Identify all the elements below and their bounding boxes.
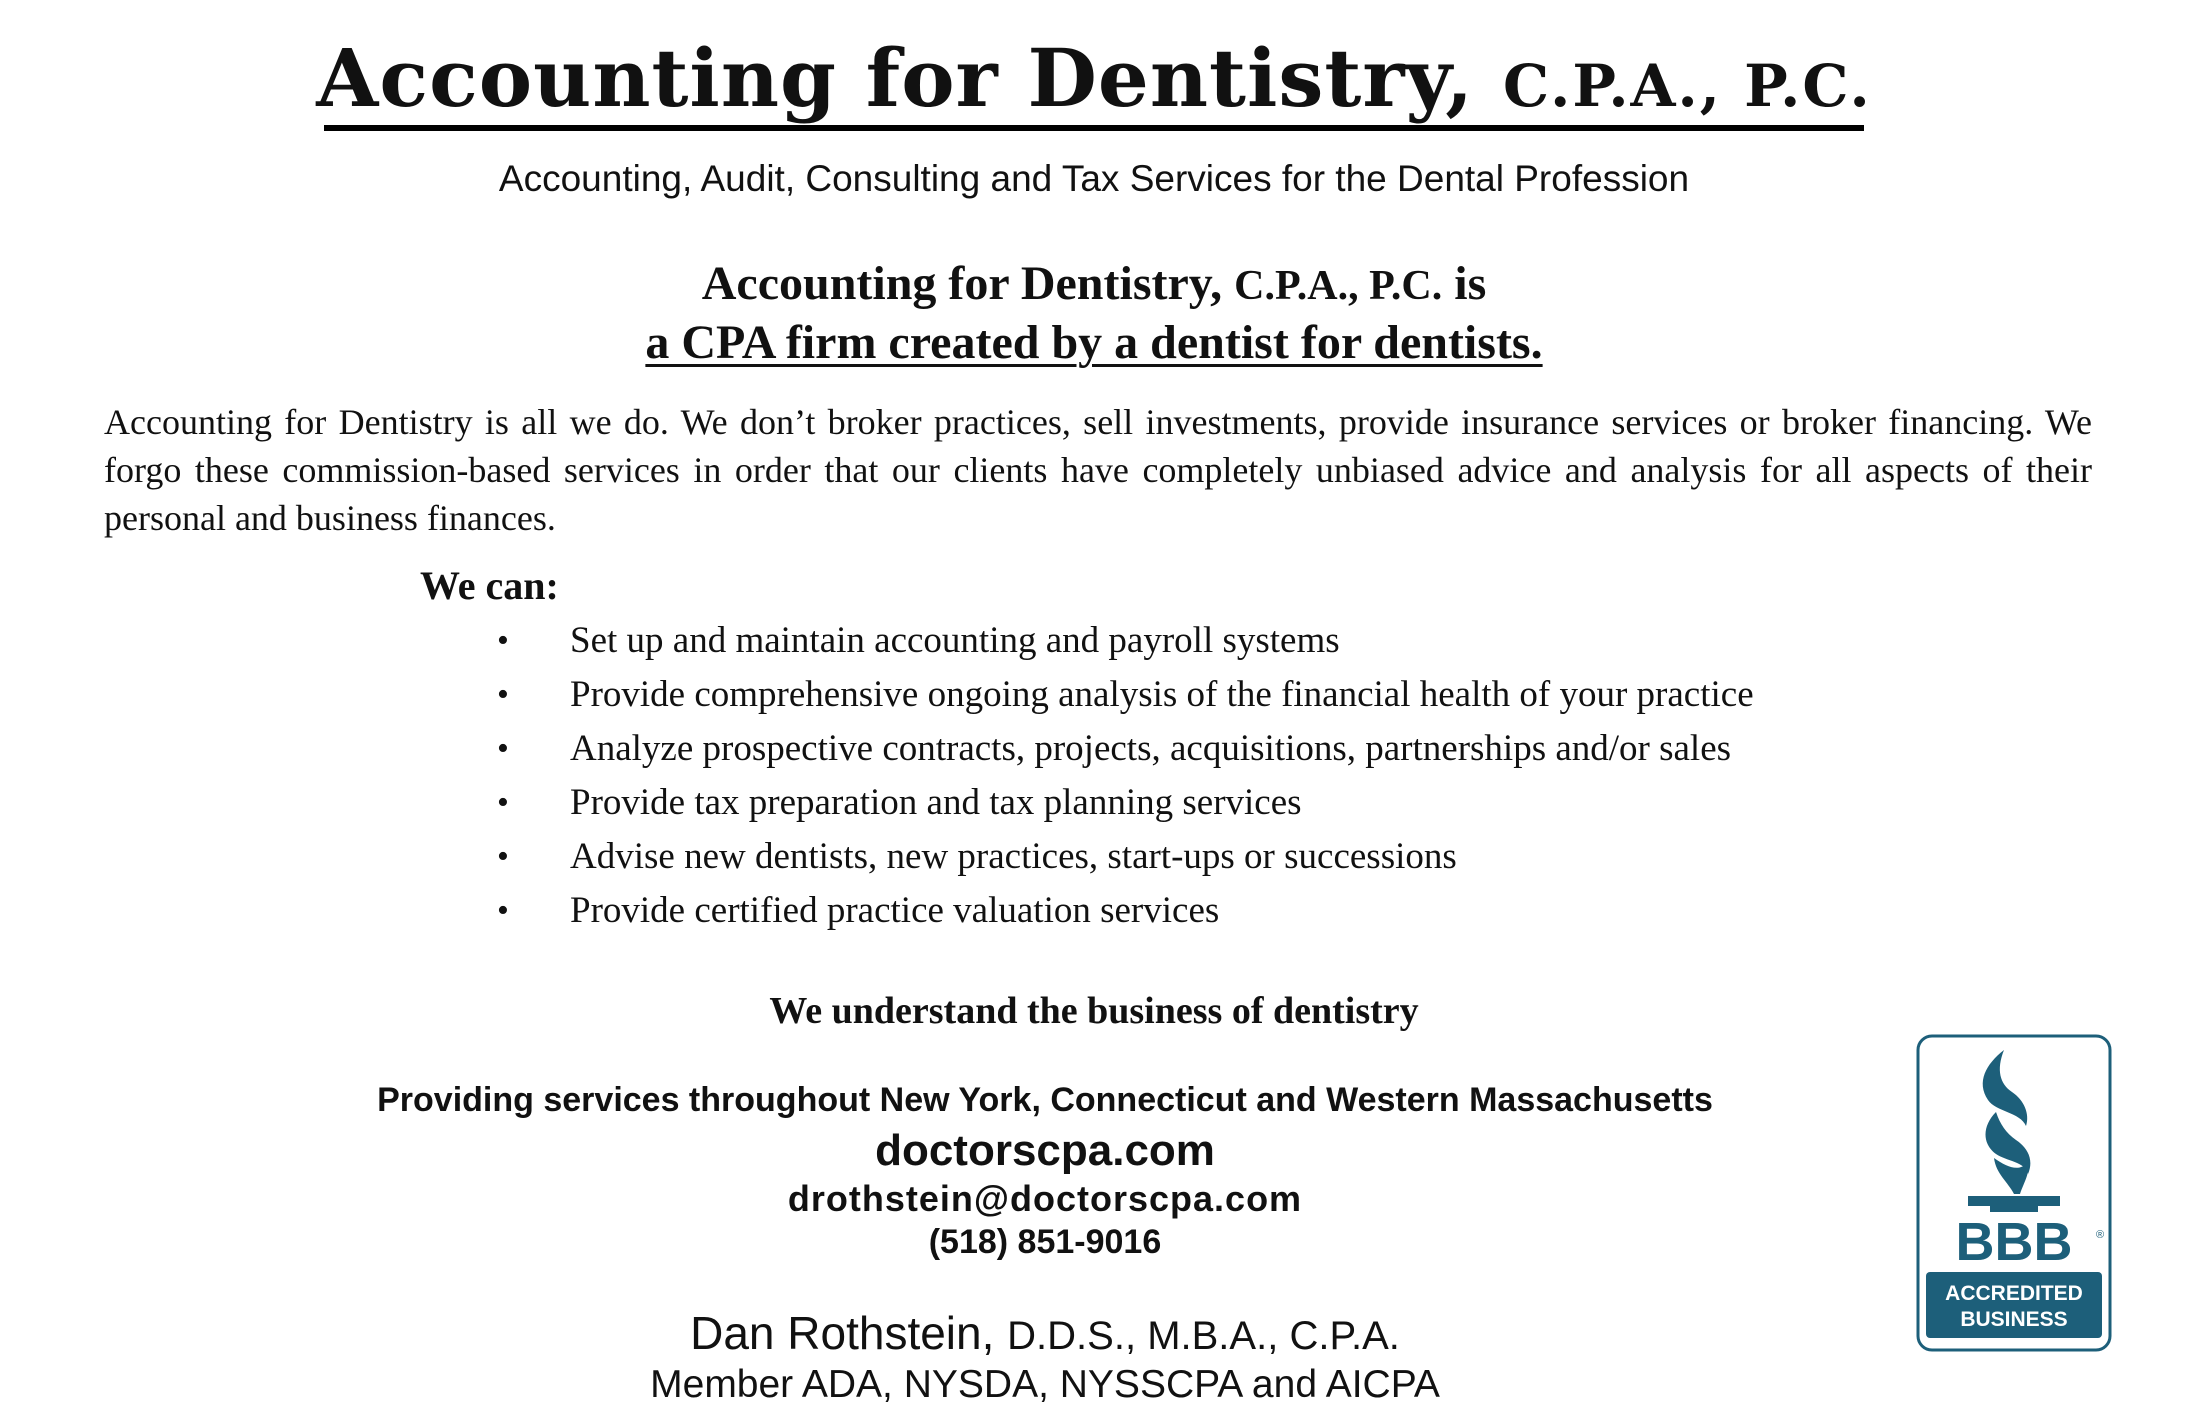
tagline: Accounting, Audit, Consulting and Tax Services for the Dental Profession [498,158,1690,199]
bullet: • [497,730,509,767]
service-item-text: Advise new dentists, new practices, start-ups or successions [570,836,1457,877]
service-item-text: Provide comprehensive ongoing analysis of the financial health of your practice [570,674,1754,715]
bbb-accredited-seal [1916,1034,2112,1352]
headline-line-1 [0,254,2188,316]
service-regions: Providing services throughout New York, Connecticut and Western Massachusetts [377,1081,1713,1119]
email-link[interactable]: drothstein@doctorscpa.com [787,1178,1303,1219]
bbb-letters: BBB [1955,1212,2073,1272]
service-item-text: Analyze prospective contracts, projects, acquisitions, partnerships and/or sales [570,728,1732,769]
bullet: • [497,622,509,659]
owner-name [0,1304,2090,1365]
service-item-text: Provide tax preparation and tax planning services [570,782,1302,823]
service-item [0,614,1950,668]
headline-firm-name: Accounting for Dentistry, [701,257,1223,310]
service-item [0,884,1950,938]
understand-statement: We understand the business of dentistry [769,990,1419,1032]
service-item [0,668,1950,722]
service-item-text: Set up and maintain accounting and payroll systems [570,620,1340,661]
bullet: • [497,784,509,821]
registered-mark: ® [2095,1229,2105,1241]
title-main: Accounting for Dentistry, [316,31,1475,125]
headline-line-2: a CPA firm created by a dentist for dentists. [645,316,1543,369]
seal-line-accredited: ACCREDITED [1945,1282,2083,1305]
intro-paragraph: Accounting for Dentistry is all we do. We don’t broker practices, sell investments, provide insurance services or broker financing. We forgo these commission-based services in order that our clients have completely unbiased advice and analysis for all aspects of their personal and business finances. [104,402,2092,538]
service-item [0,776,1950,830]
bullet: • [497,892,509,929]
service-item [0,830,1950,884]
phone-number: (518) 851-9016 [928,1223,1162,1261]
seal-line-business: BUSINESS [1960,1308,2068,1331]
owner-name-text: Dan Rothstein, [690,1307,995,1359]
service-item [0,722,1950,776]
owner-credentials: D.D.S., M.B.A., C.P.A. [1007,1314,1400,1358]
service-item-text: Provide certified practice valuation services [570,890,1220,931]
title-suffix: C.P.A., P.C. [1503,52,1872,120]
page-title [0,28,2188,136]
website-link[interactable]: doctorscpa.com [875,1126,1215,1175]
bullet: • [497,838,509,875]
owner-membership: Member ADA, NYSDA, NYSSCPA and AICPA [650,1363,1440,1406]
bullet: • [497,676,509,713]
headline-is: is [1454,257,1487,310]
title-underline [324,125,1864,131]
services-heading: We can: [420,563,559,608]
headline-firm-suffix: C.P.A., P.C. [1234,263,1443,309]
